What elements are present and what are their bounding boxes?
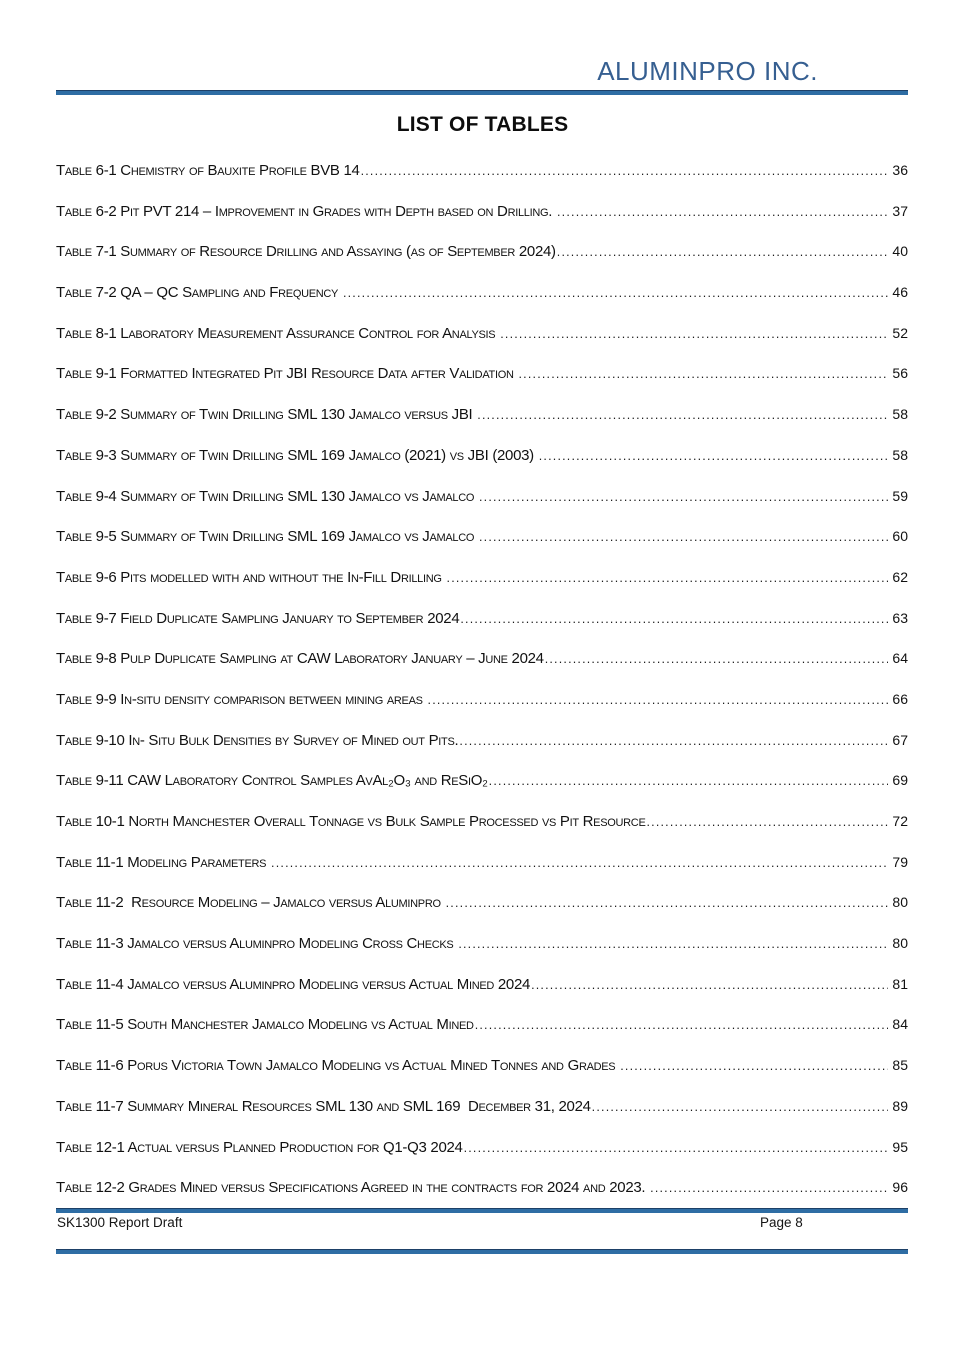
toc-entry[interactable]: [56, 325, 908, 366]
dot-leader: [458, 937, 888, 951]
page-title: LIST OF TABLES: [396, 113, 569, 136]
toc-entry-page: 63: [892, 609, 908, 626]
dot-leader: [361, 164, 888, 178]
dot-leader: [646, 815, 888, 829]
toc-entry-label: Table 12-1 Actual versus Planned Production for Q1-Q3 2024: [56, 1138, 463, 1156]
toc-entry-label: Table 10-1 North Manchester Overall Tonnage vs Bulk Sample Processed vs Pit Resource: [56, 813, 646, 830]
toc-entry-page: 36: [892, 162, 908, 178]
toc-entry-page: 84: [892, 1016, 908, 1033]
toc-entry-page: 66: [892, 690, 908, 707]
toc-entry-label: Table 9-10 In- Situ Bulk Densities by Survey of Mined out Pits.: [56, 731, 459, 749]
toc-entry-label: Table 11-2 Resource Modeling – Jamalco versus Aluminpro: [56, 894, 445, 912]
toc-entry[interactable]: [56, 1016, 908, 1057]
dot-leader: [271, 856, 888, 870]
dot-leader: [592, 1100, 888, 1114]
dot-leader: [479, 490, 888, 504]
toc-entry-label: Table 7-2 QA – QC Sampling and Frequency: [56, 284, 342, 302]
footer-document-label: SK1300 Report Draft: [57, 1215, 183, 1230]
dot-leader: [464, 1141, 888, 1155]
toc-entry-label: Table 11-3 Jamalco versus Aluminpro Modeling Cross Checks: [56, 935, 458, 953]
toc-entry[interactable]: [56, 1139, 908, 1180]
toc-entry-label: Table 9-1 Formatted Integrated Pit JBI Resource Data after Validation: [56, 365, 518, 383]
dot-leader: [343, 286, 888, 300]
toc-entry[interactable]: [56, 732, 908, 773]
dot-leader: [620, 1059, 888, 1073]
dot-leader: [477, 408, 888, 422]
toc-entry-page: 81: [892, 975, 908, 992]
toc-entry-page: 59: [892, 487, 908, 504]
toc-entry-page: 37: [892, 202, 908, 219]
toc-entry-label: Table 8-1 Laboratory Measurement Assurance Control for Analysis: [56, 324, 500, 342]
toc-entry-page: 52: [892, 324, 908, 341]
toc-entry-page: 46: [892, 284, 908, 301]
toc-entry-label: Table 12-2 Grades Mined versus Specifications Agreed in the contracts for 2024 and 2023.: [56, 1179, 650, 1197]
dot-leader: [557, 205, 888, 219]
dot-leader: [557, 245, 888, 259]
dot-leader: [500, 327, 888, 341]
toc-entry-label: Table 6-2 Pit PVT 214 – Improvement in Grades with Depth based on Drilling.: [56, 202, 556, 220]
toc-entry-page: 58: [892, 446, 908, 463]
toc-entry-label: Table 9-9 In-situ density comparison between mining areas: [56, 690, 427, 708]
toc-list: [56, 162, 908, 1220]
toc-entry[interactable]: [56, 284, 908, 325]
dot-leader: [460, 612, 888, 626]
toc-entry-page: 64: [892, 650, 908, 667]
toc-entry[interactable]: [56, 854, 908, 895]
toc-entry[interactable]: [56, 406, 908, 447]
toc-entry-label: Table 9-8 Pulp Duplicate Sampling at CAW Laboratory January – June 2024: [56, 650, 544, 668]
toc-entry-label: Table 9-3 Summary of Twin Drilling SML 169 Jamalco (2021) vs JBI (2003): [56, 446, 538, 464]
header-rule: [56, 90, 908, 95]
toc-entry-label: Table 11-5 South Manchester Jamalco Modeling vs Actual Mined: [56, 1016, 474, 1034]
toc-entry[interactable]: [56, 365, 908, 406]
dot-leader: [475, 1018, 888, 1032]
toc-entry-label: Table 9-4 Summary of Twin Drilling SML 130 Jamalco vs Jamalco: [56, 487, 478, 505]
toc-entry[interactable]: [56, 610, 908, 651]
toc-entry-page: 67: [892, 731, 908, 748]
toc-entry-label: Table 6-1 Chemistry of Bauxite Profile BVB 14: [56, 162, 360, 179]
toc-entry[interactable]: [56, 691, 908, 732]
toc-entry[interactable]: [56, 447, 908, 488]
toc-entry-page: 40: [892, 243, 908, 260]
toc-entry[interactable]: [56, 569, 908, 610]
dot-leader: [531, 978, 888, 992]
toc-entry[interactable]: [56, 162, 908, 203]
toc-entry-label: Table 11-1 Modeling Parameters: [56, 853, 271, 871]
toc-entry-label: Table 9-6 Pits modelled with and without the In-Fill Drilling: [56, 568, 446, 586]
toc-entry-label: Table 9-2 Summary of Twin Drilling SML 130 Jamalco versus JBI: [56, 406, 477, 424]
dot-leader: [446, 896, 888, 910]
toc-entry-page: 69: [892, 772, 908, 789]
toc-entry-page: 80: [892, 935, 908, 952]
toc-entry-label: Table 11-7 Summary Mineral Resources SML 130 and SML 169 December 31, 2024: [56, 1097, 591, 1115]
toc-entry-label: Table 9-5 Summary of Twin Drilling SML 169 Jamalco vs Jamalco: [56, 528, 478, 546]
toc-entry[interactable]: [56, 1098, 908, 1139]
toc-entry-page: 80: [892, 894, 908, 911]
dot-leader: [489, 774, 888, 788]
toc-entry-page: 89: [892, 1097, 908, 1114]
toc-entry-page: 56: [892, 365, 908, 382]
dot-leader: [539, 449, 888, 463]
toc-entry-page: 96: [892, 1179, 908, 1196]
toc-entry-label: Table 11-6 Porus Victoria Town Jamalco Modeling vs Actual Mined Tonnes and Grades: [56, 1057, 620, 1075]
dot-leader: [447, 571, 888, 585]
toc-entry[interactable]: [56, 528, 908, 569]
toc-entry-page: 58: [892, 406, 908, 423]
toc-entry[interactable]: [56, 488, 908, 529]
toc-entry[interactable]: [56, 894, 908, 935]
dot-leader: [479, 530, 888, 544]
toc-entry-page: 95: [892, 1138, 908, 1155]
toc-entry[interactable]: [56, 976, 908, 1017]
footer-rule-top: [56, 1208, 908, 1213]
toc-entry-label: Table 7-1 Summary of Resource Drilling and Assaying (as of September 2024): [56, 243, 556, 261]
toc-entry-page: 85: [892, 1057, 908, 1074]
dot-leader: [519, 367, 889, 381]
toc-entry[interactable]: [56, 243, 908, 284]
toc-entry-label: Table 11-4 Jamalco versus Aluminpro Modeling versus Actual Mined 2024: [56, 975, 531, 993]
company-name: ALUMINPRO INC.: [597, 56, 818, 86]
toc-entry-label: Table 9-7 Field Duplicate Sampling January to September 2024: [56, 609, 460, 627]
toc-entry-page: 60: [892, 528, 908, 545]
toc-entry-page: 62: [892, 568, 908, 585]
toc-entry[interactable]: [56, 1057, 908, 1098]
toc-entry[interactable]: [56, 772, 908, 813]
dot-leader: [545, 652, 888, 666]
toc-entry-label: Table 9-11 CAW Laboratory Control Samples AvAl₂O₃ and ReSiO₂: [56, 772, 488, 790]
toc-entry[interactable]: [56, 1179, 908, 1220]
dot-leader: [428, 693, 888, 707]
dot-leader: [650, 1181, 888, 1195]
toc-entry[interactable]: [56, 650, 908, 691]
toc-entry-page: 72: [892, 813, 908, 829]
dot-leader: [459, 734, 888, 748]
footer-page-number: Page 8: [760, 1215, 803, 1230]
toc-entry[interactable]: [56, 203, 908, 244]
toc-entry-page: 79: [892, 853, 908, 870]
toc-entry[interactable]: [56, 935, 908, 976]
toc-entry[interactable]: [56, 813, 908, 854]
footer-rule-bottom: [56, 1249, 908, 1254]
